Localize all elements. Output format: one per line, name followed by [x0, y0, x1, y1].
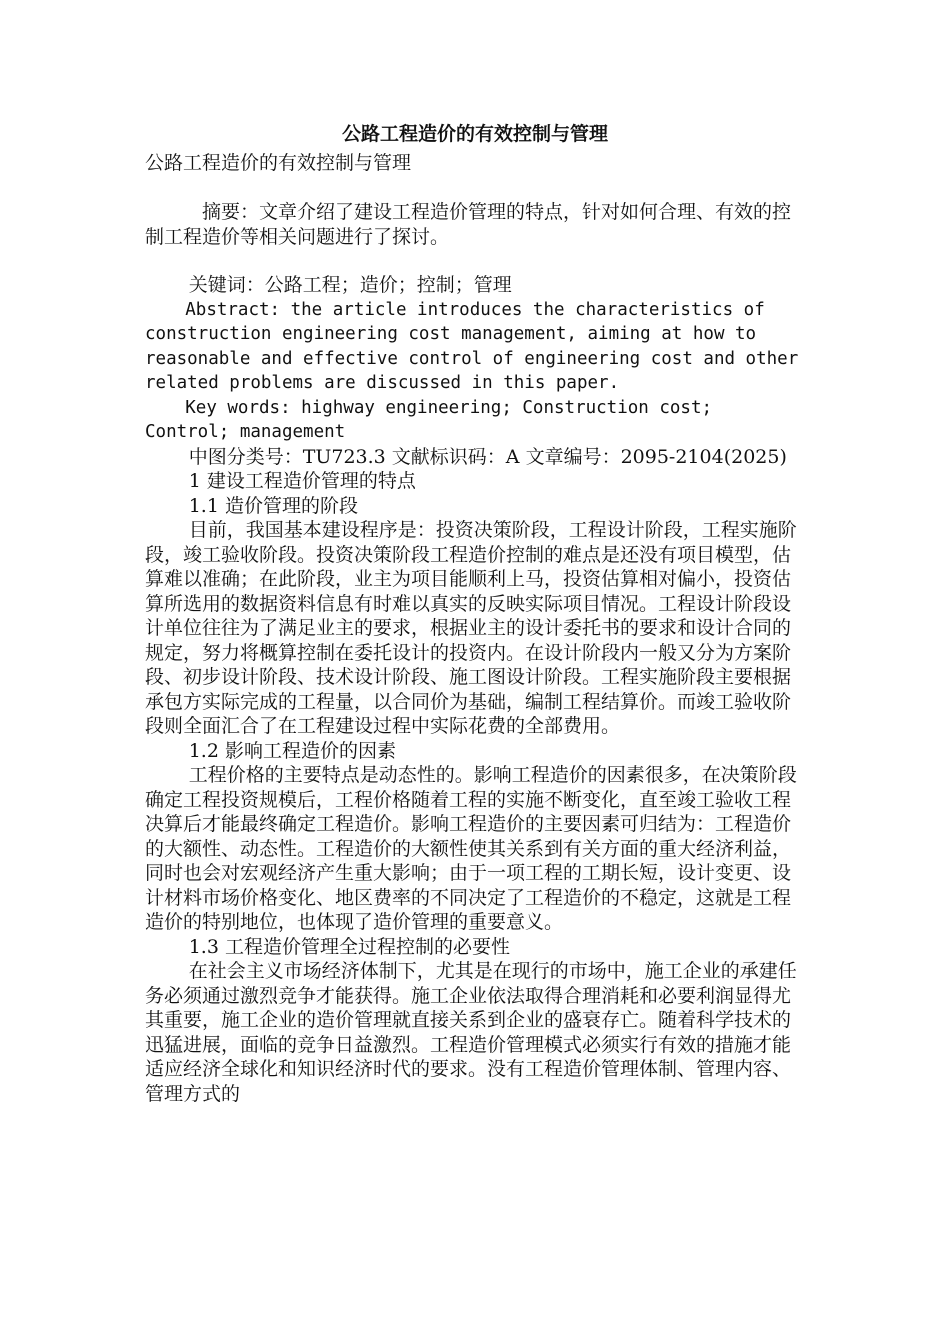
section-1-3-heading: 1.3 工程造价管理全过程控制的必要性 — [188, 935, 510, 958]
section-1-3-body: 在社会主义市场经济体制下，尤其是在现行的市场中，施工企业的承建任务必须通过激烈竞争才能获得。施工企业依法取得合理消耗和必要利润显得尤其重要，施工企业的造价管理就直接关系到企业的盛衰存亡。随着科学技术的迅猛进展，面临的竞争日益激烈。工程造价管理模式必须实行有效的措施才能适应经济全球化和知识经济时代的要求。没有工程造价管理体制、管理内容、管理方式的 — [145, 960, 797, 1105]
document-body — [145, 120, 805, 1106]
section-1-1-heading: 1.1 造价管理的阶段 — [188, 494, 358, 517]
section-1-heading: 1 建设工程造价管理的特点 — [188, 470, 416, 492]
classification-line: 中图分类号：TU723.3 文献标识码：A 文章编号：2095-2104(2025) — [188, 445, 787, 468]
section-1-2-body: 工程价格的主要特点是动态性的。影响工程造价的因素很多，在决策阶段确定工程投资规模后，工程价格随着工程的实施不断变化，直至竣工验收工程决算后才能最终确定工程造价。影响工程造价的主要因素可归结为：工程造价的大额性、动态性。工程造价的大额性使其关系到有关方面的重大经济利益，同时也会对宏观经济产生重大影响；由于一项工程的工期长短，设计变更、设计材料市场价格变化、地区费率的不同决定了工程造价的不稳定，这就是工程造价的特别地位，也体现了造价管理的重要意义。 — [145, 764, 797, 933]
keywords-english: Key words: highway engineering; Construction cost; Control; management — [145, 397, 713, 442]
document-subtitle: 公路工程造价的有效控制与管理 — [145, 152, 412, 174]
keywords-chinese: 关键词：公路工程；造价；控制；管理 — [188, 274, 512, 296]
abstract-english: Abstract: the article introduces the characteristics of construction engineering cost management, aiming at how to reasonable and effective control of engineering cost and other related problems are discussed in this paper. — [145, 299, 799, 393]
section-1-1-body: 目前，我国基本建设程序是：投资决策阶段，工程设计阶段，工程实施阶段，竣工验收阶段。投资决策阶段工程造价控制的难点是还没有项目模型，估算难以准确；在此阶段，业主为项目能顺利上马，投资估算相对偏小，投资估算所选用的数据资料信息有时难以真实的反映实际项目情况。工程设计阶段设计单位往往为了满足业主的要求，根据业主的设计委托书的要求和设计合同的规定，努力将概算控制在委托设计的投资内。在设计阶段内一般又分为方案阶段、初步设计阶段、技术设计阶段、施工图设计阶段。工程实施阶段主要根据承包方实际完成的工程量，以合同价为基础，编制工程结算价。而竣工验收阶段则全面汇合了在工程建设过程中实际花费的全部费用。 — [145, 519, 797, 737]
abstract-chinese: 摘要：文章介绍了建设工程造价管理的特点，针对如何合理、有效的控制工程造价等相关问题进行了探讨。 — [145, 201, 792, 248]
section-1-2-heading: 1.2 影响工程造价的因素 — [188, 739, 396, 762]
document-title: 公路工程造价的有效控制与管理 — [341, 123, 608, 145]
